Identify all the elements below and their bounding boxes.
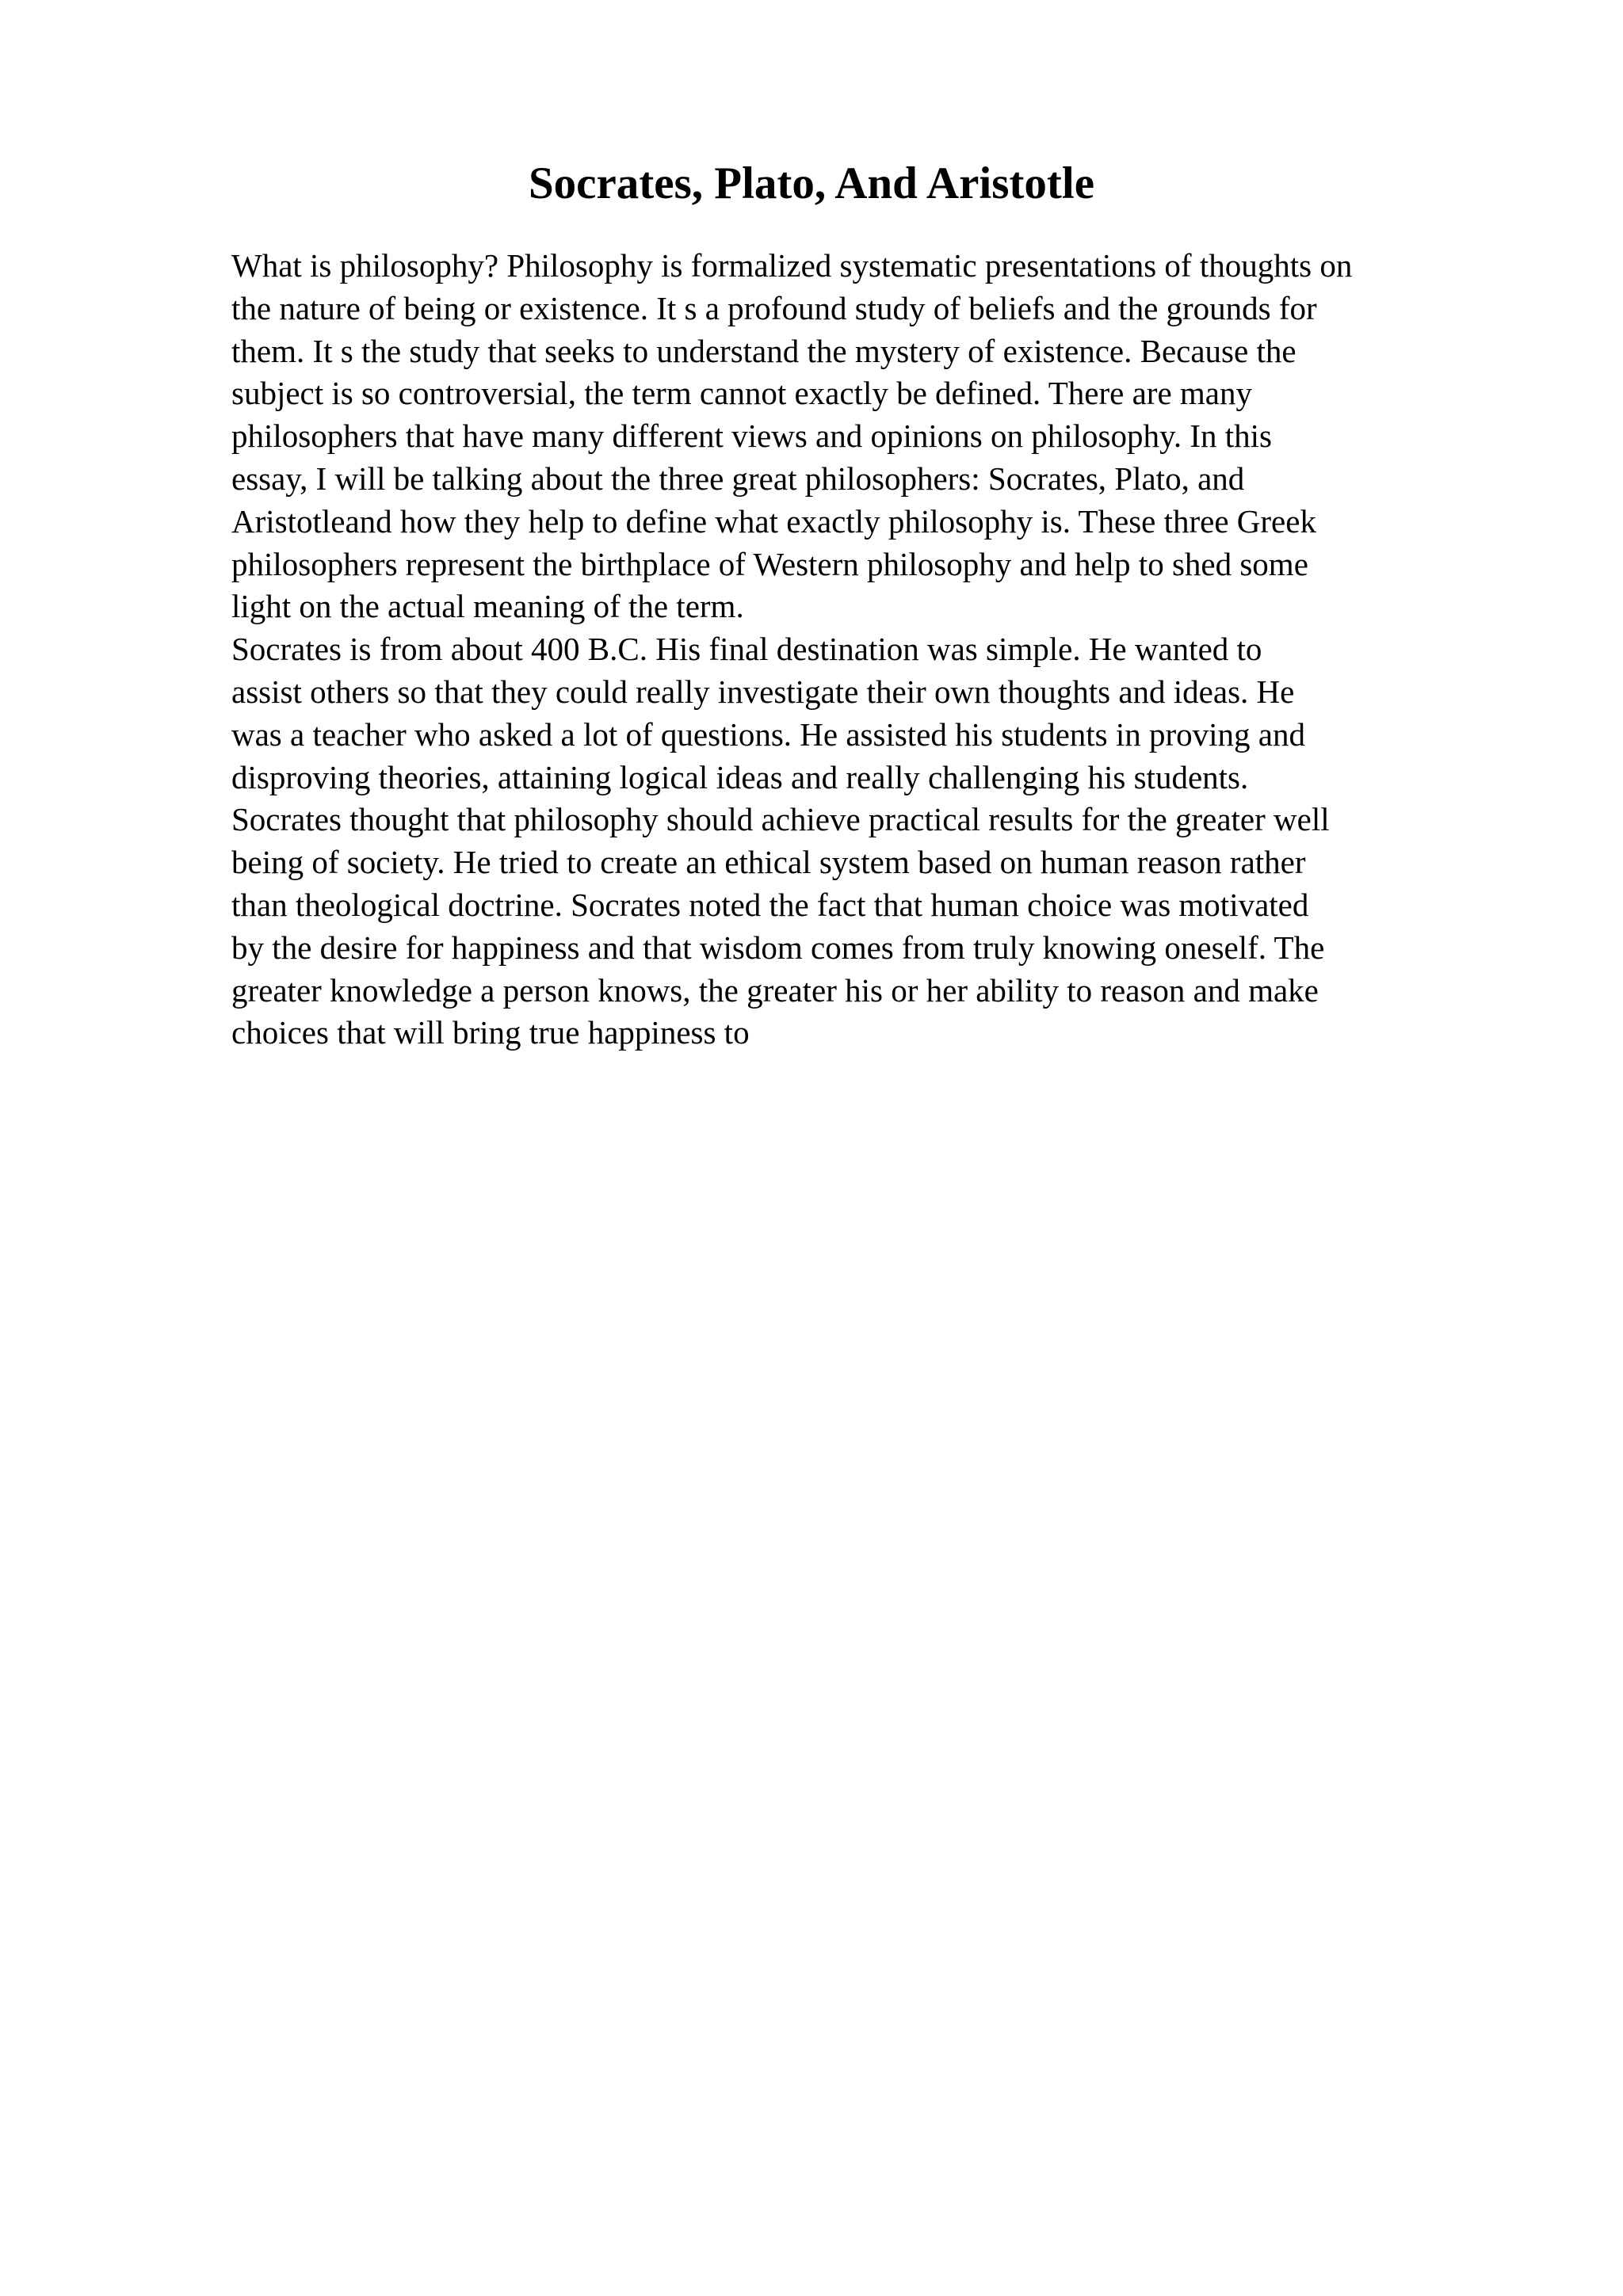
- text-line: the nature of being or existence. It s a profound study of beliefs and the grounds for: [231, 289, 1317, 326]
- text-line: subject is so controversial, the term cannot exactly be defined. There are many: [231, 375, 1252, 412]
- text-line: disproving theories, attaining logical ideas and really challenging his students.: [231, 758, 1249, 795]
- text-line: philosophers represent the birthplace of Western philosophy and help to shed some: [231, 545, 1308, 582]
- text-line: assist others so that they could really investigate their own thoughts and ideas. He: [231, 673, 1295, 710]
- text-line: Socrates thought that philosophy should achieve practical results for the greater well: [231, 801, 1330, 838]
- text-line: What is philosophy? Philosophy is formalized systematic presentations of thoughts on: [231, 247, 1353, 284]
- document-body: [231, 245, 1515, 1055]
- text-line: than theological doctrine. Socrates noted the fact that human choice was motivated: [231, 886, 1309, 923]
- text-line: being of society. He tried to create an ethical system based on human reason rather: [231, 844, 1306, 881]
- document-title: Socrates, Plato, And Aristotle: [528, 158, 1094, 208]
- text-line: greater knowledge a person knows, the greater his or her ability to reason and make: [231, 971, 1319, 1009]
- text-line: light on the actual meaning of the term.: [231, 588, 744, 625]
- text-line: was a teacher who asked a lot of questions. He assisted his students in proving and: [231, 715, 1306, 753]
- text-line: by the desire for happiness and that wisdom comes from truly knowing oneself. The: [231, 929, 1325, 966]
- text-line: essay, I will be talking about the three great philosophers: Socrates, Plato, and: [231, 460, 1245, 497]
- text-line: them. It s the study that seeks to understand the mystery of existence. Because the: [231, 332, 1296, 369]
- text-line: choices that will bring true happiness to: [231, 1014, 750, 1051]
- text-line: Socrates is from about 400 B.C. His final destination was simple. He wanted to: [231, 631, 1262, 668]
- text-line: Aristotleand how they help to define what exactly philosophy is. These three Greek: [231, 502, 1316, 540]
- text-line: philosophers that have many different views and opinions on philosophy. In this: [231, 418, 1272, 455]
